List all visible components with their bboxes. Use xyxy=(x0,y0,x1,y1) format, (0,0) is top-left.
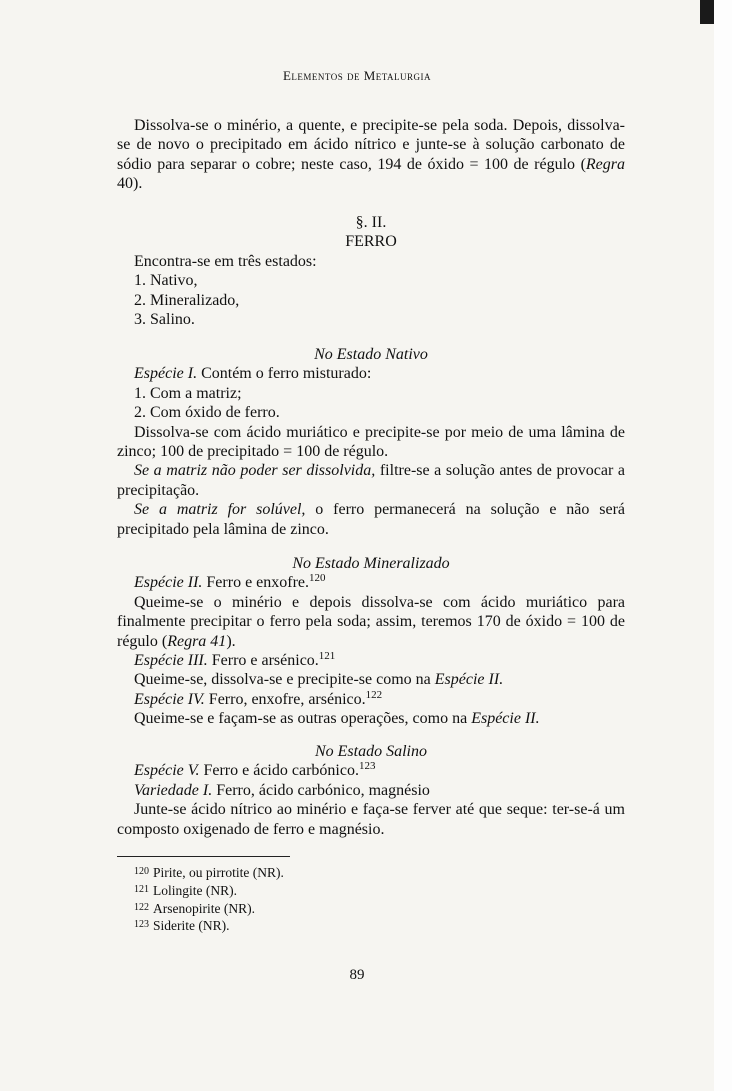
nativo-paragraph: Dissolva-se com ácido muriático e precipite-se por meio de uma lâmina de zinco; 100 de precipitado = 100 de régulo. xyxy=(117,423,625,461)
section-title: FERRO xyxy=(345,233,397,251)
nativo-block xyxy=(117,345,625,539)
species-label: Espécie II. xyxy=(134,574,203,592)
intro-block xyxy=(117,116,625,194)
footnotes xyxy=(134,864,284,935)
footnote-text: Arsenopirite (NR). xyxy=(153,900,255,916)
variety-label: Variedade I. xyxy=(134,781,213,799)
mineralizado-para: Queime-se, dissolva-se e precipite-se como na xyxy=(134,671,435,689)
species-text: Ferro e arsénico. xyxy=(207,652,319,670)
mineralizado-regra: Regra 41 xyxy=(167,632,227,650)
nativo-para2-italic: Se a matriz não poder ser dissolvida, xyxy=(134,462,376,480)
species-text: Contém o ferro misturado: xyxy=(197,365,372,383)
state-item: 1. Nativo, xyxy=(134,272,198,290)
section-number: §. II. xyxy=(355,214,387,231)
intro-text: Dissolva-se o minério, a quente, e precipite-se pela soda. Depois, dissolva-se de novo o precipitado em ácido nítrico e junte-se à solução carbonato de sódio para separar o cobre; neste caso, 194 de óxido = 100 de régulo ( xyxy=(117,117,625,173)
variety-text: Ferro, ácido carbónico, magnésio xyxy=(212,781,430,799)
intro-paragraph xyxy=(117,116,625,194)
footnote-number: 122 xyxy=(134,901,149,913)
nativo-item: 2. Com óxido de ferro. xyxy=(134,404,280,422)
nativo-para3-italic: Se a matriz for solúvel, xyxy=(134,501,306,519)
species-label: Espécie IV. xyxy=(134,690,205,708)
footnote-ref: 120 xyxy=(309,572,326,585)
footnote-ref: 122 xyxy=(365,688,383,701)
footnote-ref: 123 xyxy=(358,760,376,773)
salino-heading: No Estado Salino xyxy=(314,743,427,760)
nativo-para2-rest: filtre-se a solução antes de provocar a precipitação. xyxy=(117,462,625,499)
mineralizado-heading: No Estado Mineralizado xyxy=(292,555,450,572)
species-ref-italic: Espécie II. xyxy=(471,710,540,728)
section-block xyxy=(117,213,625,329)
salino-block xyxy=(117,742,625,839)
intro-close: ). xyxy=(133,175,143,193)
states-intro: Encontra-se em três estados: xyxy=(134,252,317,270)
state-item: 3. Salino. xyxy=(134,311,195,329)
species-text: Ferro e ácido carbónico. xyxy=(199,762,359,780)
intro-regra-num: 40 xyxy=(117,175,133,193)
footnote xyxy=(134,882,284,900)
footnote-text: Lolingite (NR). xyxy=(153,882,237,898)
intro-regra: Regra xyxy=(585,155,625,173)
footnote-rule xyxy=(117,856,290,857)
nativo-para3-rest: o ferro permanecerá na solução e não será precipitado pela lâmina de zinco. xyxy=(117,501,625,538)
salino-paragraph: Junte-se ácido nítrico ao minério e faça-se ferver até que seque: ter-se-á um composto oxigenado de ferro e magnésio. xyxy=(117,801,625,838)
species-text: Ferro, enxofre, arsénico. xyxy=(204,690,366,708)
species-text: Ferro e enxofre. xyxy=(202,574,310,592)
state-item: 2. Mineralizado, xyxy=(134,291,240,309)
footnote-ref: 121 xyxy=(318,650,336,663)
footnote xyxy=(134,864,284,882)
species-label: Espécie III. xyxy=(134,652,208,670)
species-label: Espécie I. xyxy=(134,365,198,383)
mineralizado-para: Queime-se e façam-se as outras operações, como na xyxy=(134,710,472,728)
footnote-number: 123 xyxy=(134,919,149,931)
footnote-number: 120 xyxy=(134,866,149,877)
mineralizado-close: ). xyxy=(226,632,236,650)
page-edge xyxy=(714,0,732,1091)
footnote-number: 121 xyxy=(134,883,149,895)
mineralizado-para: Queime-se o minério e depois dissolva-se com ácido muriático para finalmente precipitar o ferro pela soda; assim, teremos 170 de óxido = 100 de régulo ( xyxy=(117,593,625,650)
page-number: 89 xyxy=(349,967,365,983)
footnote xyxy=(134,917,284,935)
nativo-item: 1. Com a matriz; xyxy=(134,384,242,402)
footnote-text: Siderite (NR). xyxy=(153,918,230,934)
species-ref-italic: Espécie II. xyxy=(434,671,504,689)
footnote xyxy=(134,900,284,918)
footnote-text: Pirite, ou pirrotite (NR). xyxy=(153,865,284,880)
mineralizado-block xyxy=(117,554,625,729)
running-header: Elementos de Metalurgia xyxy=(282,68,432,83)
scan-corner-mark xyxy=(700,0,714,24)
species-label: Espécie V. xyxy=(134,762,200,780)
nativo-heading: No Estado Nativo xyxy=(314,346,428,363)
